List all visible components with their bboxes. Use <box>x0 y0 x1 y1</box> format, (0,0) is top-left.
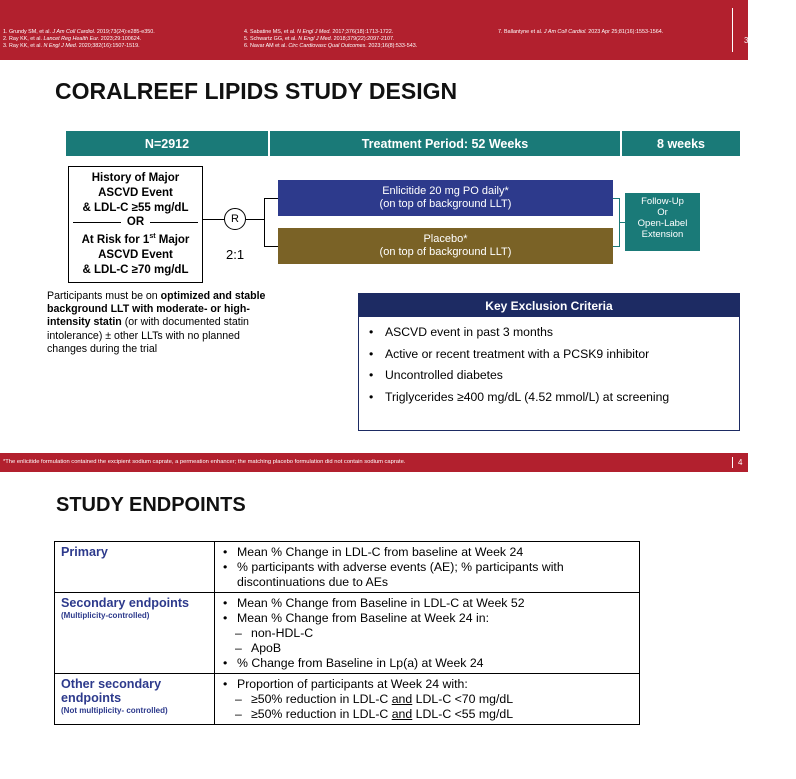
table-row <box>55 674 640 725</box>
footnote-bar <box>0 453 748 472</box>
page-separator <box>732 457 733 468</box>
references-bar <box>0 0 748 60</box>
row-content <box>215 542 640 593</box>
endpoint-item: • Mean % Change from Baseline at Week 24 in: <box>221 611 635 626</box>
randomization-ratio: 2:1 <box>226 247 245 262</box>
table-row <box>55 593 640 674</box>
page-number: 4 <box>738 458 743 467</box>
table-row <box>55 542 640 593</box>
exclusion-item: • Uncontrolled diabetes <box>369 368 503 382</box>
endpoint-item: • Mean % Change from Baseline in LDL-C at Week 52 <box>221 596 635 611</box>
reference-5: 5. Schwartz GG, et al. N Engl J Med. 2018;379(22):2097-2107. <box>244 36 395 42</box>
population-line: ASCVD Event <box>98 248 173 261</box>
population-line: At Risk for 1st Major <box>81 233 190 247</box>
arm-label: Placebo* <box>423 233 468 245</box>
arm-sublabel: (on top of background LLT) <box>379 246 512 258</box>
placebo-arm <box>278 228 613 264</box>
followup-line: Or <box>657 207 668 218</box>
endpoint-item: • Mean % Change in LDL-C from baseline at Week 24 <box>221 545 635 560</box>
connector-line <box>264 246 278 247</box>
page-separator <box>732 8 733 52</box>
reference-3: 3. Ray KK, et al. N Engl J Med. 2020;382(16):1507-1519. <box>3 43 140 49</box>
enlicitide-arm <box>278 180 613 216</box>
followup-line: Extension <box>641 229 684 240</box>
arm-sublabel: (on top of background LLT) <box>379 198 512 210</box>
reference-2: 2. Ray KK, et al. Lancet Reg Health Eur. 2023;29:100624. <box>3 36 142 42</box>
followup-line: Follow-Up <box>641 196 684 207</box>
population-line: ASCVD Event <box>98 186 173 199</box>
followup-duration-header: 8 weeks <box>622 131 740 156</box>
row-label: Primary <box>55 542 215 593</box>
treatment-period-header: Treatment Period: 52 Weeks <box>270 131 620 156</box>
connector-line <box>264 198 278 199</box>
population-line: & LDL-C ≥70 mg/dL <box>82 263 189 276</box>
row-content <box>215 593 640 674</box>
population-line: History of Major <box>91 172 180 184</box>
exclusion-item: • Triglycerides ≥400 mg/dL (4.52 mmol/L) at screening <box>369 389 670 404</box>
participants-note: Participants must be on optimized and stable background LLT with moderate- or high-intensity statin (or with documented statin intolerance) ± other LLTs with no planned changes during the trial <box>47 290 266 355</box>
reference-7: 7. Ballantyne et al. J Am Coll Cardiol. 2023 Apr 25;81(16):1553-1564. <box>498 29 664 35</box>
or-divider: OR <box>69 215 202 230</box>
footnote-text: *The enlicitide formulation contained the excipient sodium caprate, a permeation enhancer; the matching placebo formulation did not contain sodium caprate. <box>3 459 406 465</box>
population-line: & LDL-C ≥55 mg/dL <box>82 201 189 214</box>
endpoints-table <box>54 541 640 725</box>
row-label: Secondary endpoints (Multiplicity-controlled) <box>55 593 215 674</box>
page-title: CORALREEF LIPIDS STUDY DESIGN <box>55 78 458 104</box>
row-content <box>215 674 640 725</box>
followup-line: Open-Label <box>637 218 688 229</box>
connector-line <box>246 219 264 220</box>
endpoint-item: • % participants with adverse events (AE); % participants with discontinuations due to AEs <box>221 560 635 590</box>
exclusion-item: • ASCVD event in past 3 months <box>369 325 554 339</box>
endpoint-item: • % Change from Baseline in Lp(a) at Week 24 <box>221 656 635 671</box>
page-number: 3 <box>744 36 749 45</box>
reference-4: 4. Sabatine MS, et al. N Engl J Med. 2017;376(18):1713-1722. <box>244 29 394 35</box>
endpoint-item: • Proportion of participants at Week 24 with: <box>221 677 635 692</box>
exclusion-item: • Active or recent treatment with a PCSK9 inhibitor <box>369 346 650 361</box>
followup-box <box>625 193 700 251</box>
sample-size-header: N=2912 <box>66 131 268 156</box>
exclusion-criteria-title: Key Exclusion Criteria <box>359 294 739 317</box>
endpoint-subitem: – ≥50% reduction in LDL-C and LDL-C <70 mg/dL <box>221 692 635 707</box>
endpoint-subitem: – non-HDL-C <box>221 626 635 641</box>
connector-line <box>264 198 265 246</box>
reference-1: 1. Grundy SM, et al. J Am Coll Cardiol. 2019;73(24):e285-e350. <box>3 29 155 35</box>
population-criteria-box <box>68 166 203 283</box>
endpoint-subitem: – ApoB <box>221 641 635 656</box>
randomization-circle: R <box>224 208 246 230</box>
reference-6: 6. Navar AM et al. Circ Cardiovasc Qual Outcomes. 2023;16(8):533-543. <box>244 43 418 49</box>
row-label: Other secondary endpoints (Not multiplicity- controlled) <box>55 674 215 725</box>
arm-label: Enlicitide 20 mg PO daily* <box>382 185 509 197</box>
connector-line <box>203 219 224 220</box>
exclusion-criteria-box <box>358 293 740 431</box>
endpoint-subitem: – ≥50% reduction in LDL-C and LDL-C <55 mg/dL <box>221 707 635 722</box>
page-title: STUDY ENDPOINTS <box>56 494 246 516</box>
